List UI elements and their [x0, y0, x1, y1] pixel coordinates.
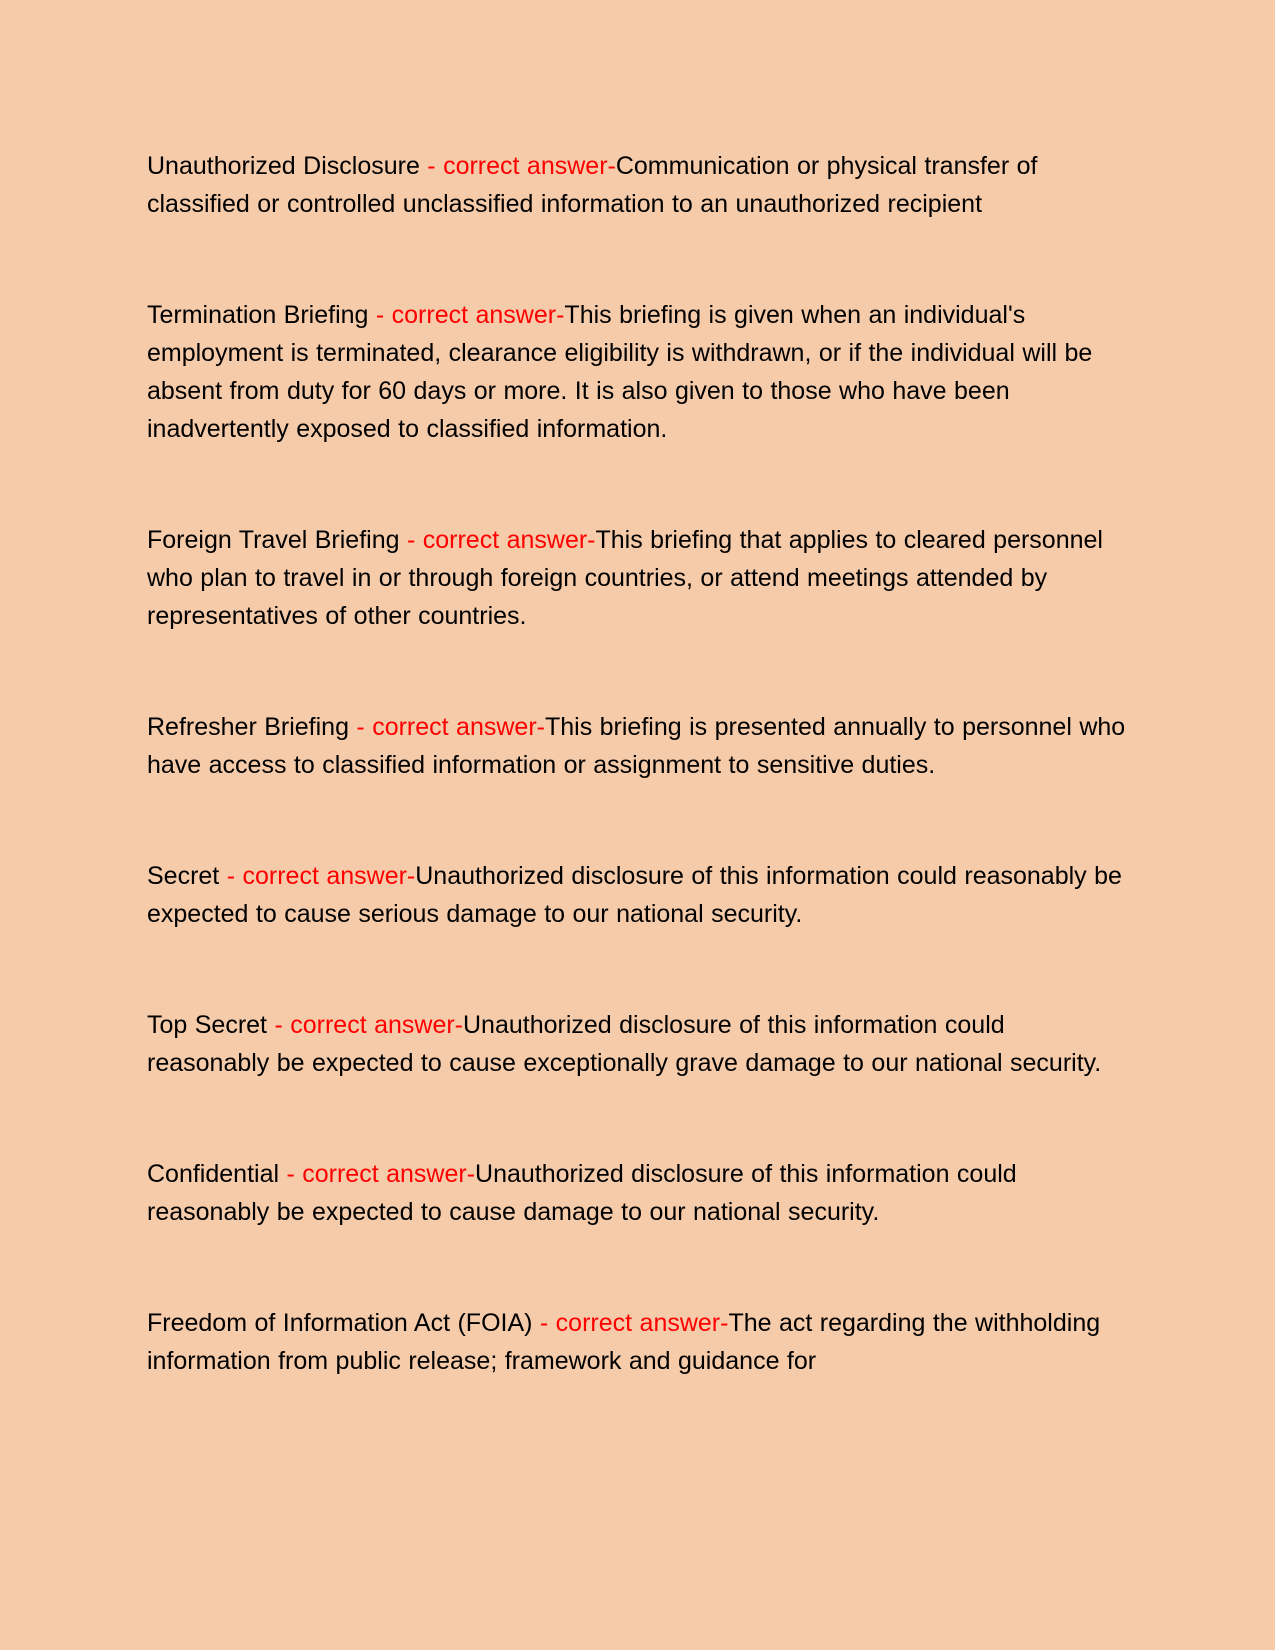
correct-answer-marker: - correct answer-	[267, 1011, 463, 1039]
term-text: Termination Briefing	[147, 301, 369, 329]
qa-entry	[147, 857, 1127, 933]
term-text: Confidential	[147, 1160, 280, 1188]
correct-answer-marker: - correct answer-	[399, 526, 596, 554]
definition-text: Unauthorized disclosure of this information could reasonably be expected to cause damage to our national security.	[147, 1160, 1017, 1226]
term-text: Refresher Briefing	[147, 713, 349, 741]
qa-entry	[147, 1006, 1127, 1082]
correct-answer-marker: - correct answer-	[532, 1309, 729, 1337]
correct-answer-marker: - correct answer-	[368, 301, 565, 329]
definition-text: This briefing is presented annually to personnel who have access to classified information or assignment to sensitive duties.	[147, 713, 1126, 779]
definition-text: This briefing that applies to cleared personnel who plan to travel in or through foreign countries, or attend meetings attended by representatives of other countries.	[147, 526, 1103, 630]
term-text: Top Secret	[147, 1011, 268, 1039]
correct-answer-marker: - correct answer-	[419, 152, 616, 180]
definition-text: Unauthorized disclosure of this information could reasonably be expected to cause exceptionally grave damage to our national security.	[147, 1011, 1102, 1077]
correct-answer-marker: - correct answer-	[279, 1160, 476, 1188]
qa-entry	[147, 1155, 1127, 1231]
qa-entry	[147, 521, 1127, 635]
qa-entry	[147, 296, 1127, 448]
qa-entry	[147, 1304, 1127, 1380]
definition-text: This briefing is given when an individual's employment is terminated, clearance eligibility is withdrawn, or if the individual will be absent from duty for 60 days or more. It is also given to those who have been inadvertently exposed to classified information.	[147, 301, 1093, 443]
definition-text: Unauthorized disclosure of this information could reasonably be expected to cause serious damage to our national security.	[147, 862, 1122, 928]
qa-entry	[147, 708, 1127, 784]
term-text: Freedom of Information Act (FOIA)	[147, 1309, 533, 1337]
qa-entry	[147, 147, 1127, 223]
term-text: Unauthorized Disclosure	[147, 152, 420, 180]
term-text: Foreign Travel Briefing	[147, 526, 400, 554]
correct-answer-marker: - correct answer-	[219, 862, 416, 890]
definition-text: The act regarding the withholding information from public release; framework and guidance for	[147, 1309, 1101, 1375]
correct-answer-marker: - correct answer-	[348, 713, 545, 741]
term-text: Secret	[147, 862, 220, 890]
definition-text: Communication or physical transfer of classified or controlled unclassified information to an unauthorized recipient	[147, 152, 1038, 218]
